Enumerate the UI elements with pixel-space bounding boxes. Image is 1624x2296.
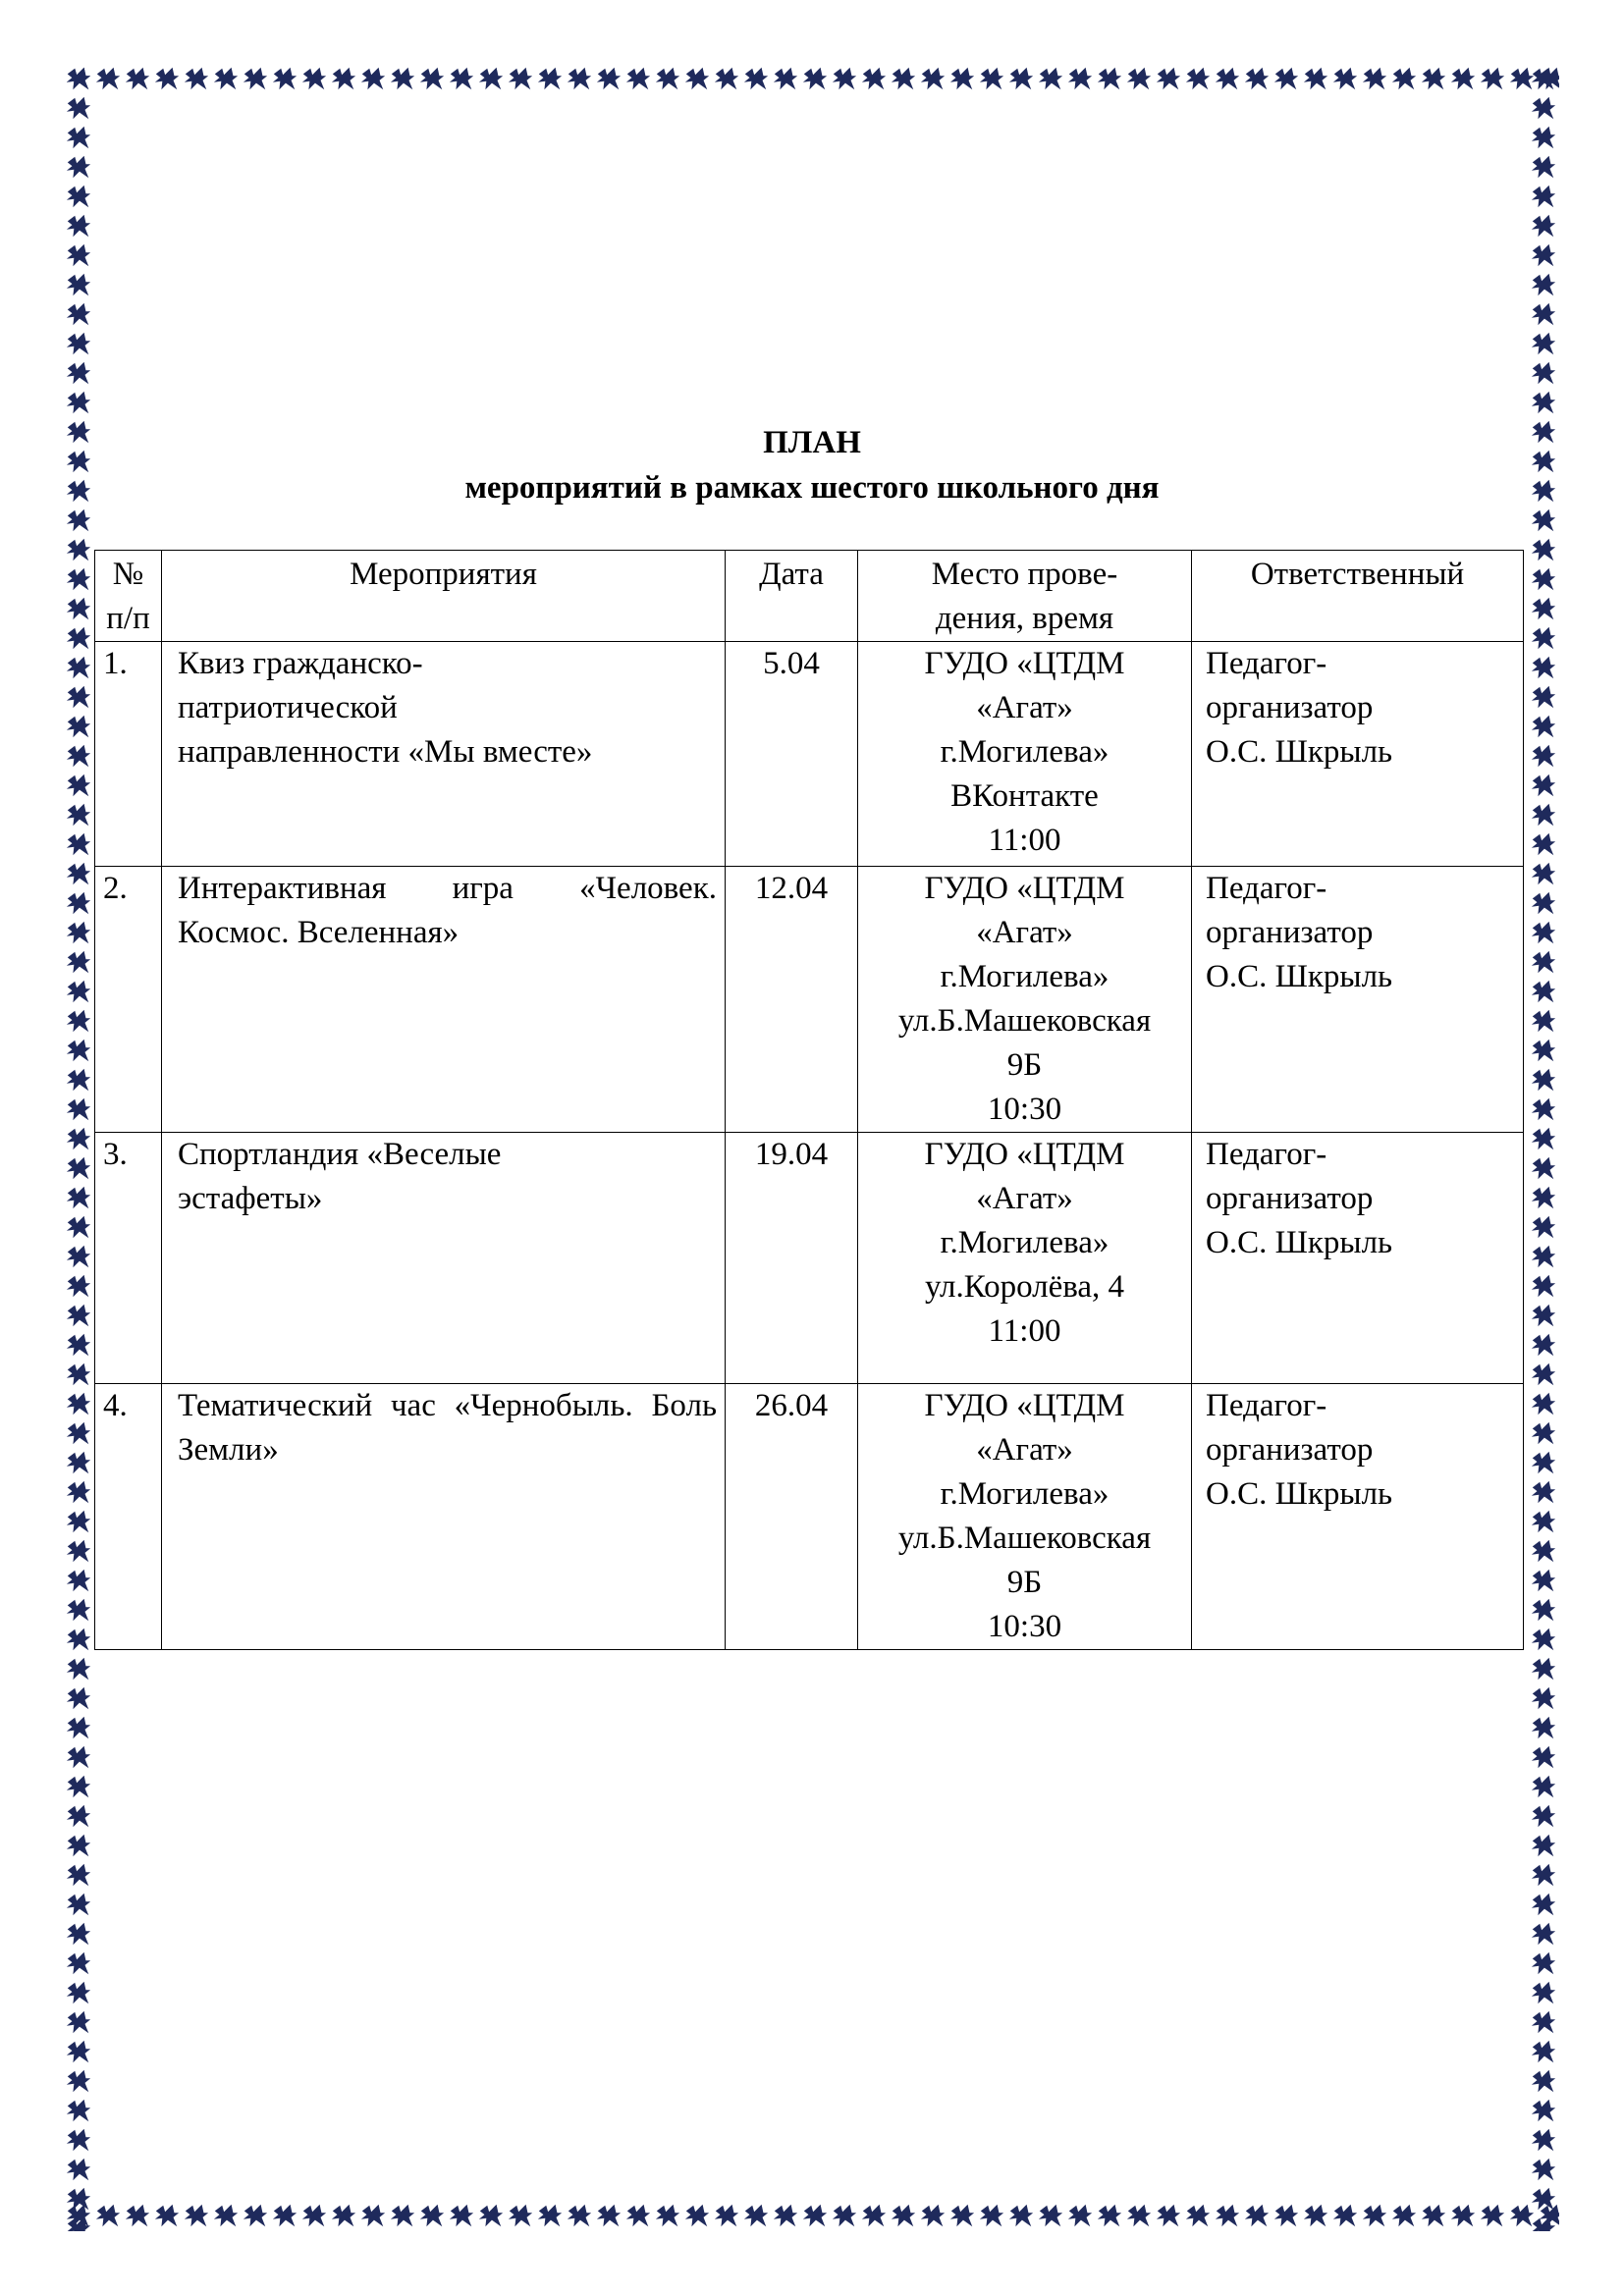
table-header-row [95, 551, 1524, 642]
event-responsible: Педагог- организатор О.С. Шкрыль [1192, 1133, 1524, 1384]
row-number: 4. [95, 1384, 162, 1650]
event-date: 12.04 [726, 867, 858, 1133]
events-table [94, 550, 1524, 1650]
event-responsible: Педагог- организатор О.С. Шкрыль [1192, 642, 1524, 867]
event-place: ГУДО «ЦТДМ «Агат» г.Могилева» ВКонтакте 11:00 [858, 642, 1192, 867]
event-place: ГУДО «ЦТДМ «Агат» г.Могилева» ул.Королёва, 4 11:00 [858, 1133, 1192, 1384]
header-place: Место прове- дения, время [858, 551, 1192, 642]
event-name: Интерактивная игра «Человек. Космос. Вселенная» [162, 867, 726, 1133]
page-border-top [65, 65, 1559, 94]
table-row [95, 1384, 1524, 1650]
event-name: Спортландия «Веселые эстафеты» [162, 1133, 726, 1384]
table-row [95, 642, 1524, 867]
header-event: Мероприятия [162, 551, 726, 642]
document-title: ПЛАН [763, 425, 861, 460]
page-border-right [1530, 65, 1559, 2231]
event-place: ГУДО «ЦТДМ «Агат» г.Могилева» ул.Б.Машековская 9Б 10:30 [858, 867, 1192, 1133]
document-heading [94, 420, 1530, 510]
event-responsible: Педагог- организатор О.С. Шкрыль [1192, 1384, 1524, 1650]
header-num: № п/п [95, 551, 162, 642]
event-name: Тематический час «Чернобыль. Боль Земли» [162, 1384, 726, 1650]
event-date: 26.04 [726, 1384, 858, 1650]
event-place: ГУДО «ЦТДМ «Агат» г.Могилева» ул.Б.Машековская 9Б 10:30 [858, 1384, 1192, 1650]
table-row [95, 1133, 1524, 1384]
event-date: 5.04 [726, 642, 858, 867]
event-date: 19.04 [726, 1133, 858, 1384]
row-number: 1. [95, 642, 162, 867]
row-number: 2. [95, 867, 162, 1133]
event-responsible: Педагог- организатор О.С. Шкрыль [1192, 867, 1524, 1133]
header-date: Дата [726, 551, 858, 642]
header-responsible: Ответственный [1192, 551, 1524, 642]
event-name: Квиз гражданско- патриотической направленности «Мы вместе» [162, 642, 726, 867]
row-number: 3. [95, 1133, 162, 1384]
document-subtitle: мероприятий в рамках шестого школьного дня [464, 470, 1160, 506]
page-border-bottom [65, 2202, 1559, 2231]
table-row [95, 867, 1524, 1133]
page-border-left [65, 65, 94, 2231]
